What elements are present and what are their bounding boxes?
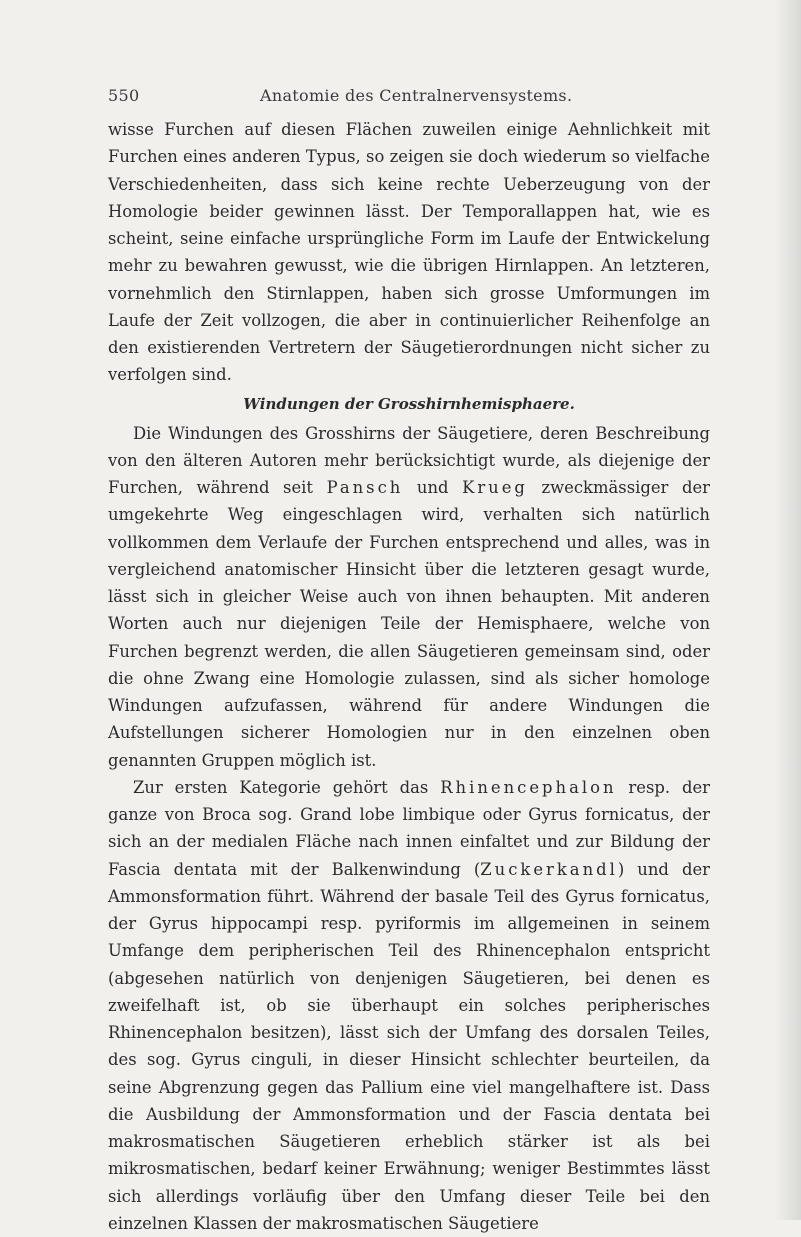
author-name-pansch: Pansch xyxy=(326,478,404,497)
paragraph-2 xyxy=(108,420,710,774)
paragraph-2-part-a: Die Windungen des Grosshirns der Säugetiere, deren Beschreibung von den älteren Autoren mehr berücksichtigt wurde, als diejenige der Furchen, während seit xyxy=(108,423,710,497)
paragraph-3-part-b: resp. der ganze von Broca sog. Grand lobe limbique oder Gyrus fornicatus, der sich an der medialen Fläche nach innen einfaltet und zur Bildung der Fascia dentata mit der Balkenwindung ( xyxy=(108,777,710,879)
author-name-krueg: Krueg xyxy=(462,478,528,497)
page-number: 550 xyxy=(108,86,140,105)
page-edge-shadow xyxy=(775,0,801,1220)
term-rhinencephalon: Rhinencephalon xyxy=(440,777,617,797)
running-title: Anatomie des Centralnervensystems. xyxy=(260,86,573,105)
paragraph-3-part-a: Zur ersten Kategorie gehört das xyxy=(133,777,441,797)
author-name-zuckerkandl: Zuckerkandl xyxy=(480,859,618,879)
body-text xyxy=(108,116,710,1237)
paragraph-2-part-c: zweckmässiger der umgekehrte Weg eingeschlagen wird, verhalten sich natürlich vollkommen dem Verlaufe der Furchen entsprechend und alles, was in vergleichend anatomischer Hinsicht über die letzteren gesagt wurde, lässt sich in gleicher Weise auch von ihnen behaupten. Mit anderen Worten auch nur diejenigen Teile der Hemisphaere, welche von Furchen begrenzt werden, die allen Säugetieren gemeinsam sind, oder die ohne Zwang eine Homologie zulassen, sind als sicher homologe Windungen aufzufassen, während für andere Windungen die Aufstellungen sicherer Homologien nur in den einzelnen oben genannten Gruppen möglich ist. xyxy=(108,478,710,770)
section-heading: Windungen der Grosshirnhemisphaere. xyxy=(243,394,575,413)
paragraph-3-part-c: ) und der Ammonsformation führt. Während der basale Teil des Gyrus fornicatus, der Gyrus hippocampi resp. pyriformis im allgemeinen in seinem Umfange dem peripherischen Teil des Rhinencephalon entspricht (abgesehen natürlich von denjenigen Säugetieren, bei denen es zweifelhaft ist, ob sie überhaupt ein solches peripherisches Rhinencephalon besitzen), lässt sich der Umfang des dorsalen Teiles, des sog. Gyrus cinguli, in dieser Hinsicht schlechter beurteilen, da seine Abgrenzung gegen das Pallium eine viel mangelhaftere ist. Dass die Ausbildung der Ammonsformation und der Fascia dentata bei makrosmatischen Säugetieren erheblich stärker ist als bei mikrosmatischen, bedarf keiner Erwähnung; weniger Bestimmtes lässt sich allerdings vorläufig über den Umfang dieser Teile bei den einzelnen Klassen der makrosmatischen Säugetiere xyxy=(108,859,710,1233)
paragraph-3 xyxy=(108,774,710,1237)
paragraph-1: wisse Furchen auf diesen Flächen zuweilen einige Aehnlichkeit mit Furchen eines anderen Typus, so zeigen sie doch wiederum so vielfache Verschiedenheiten, dass sich keine rechte Ueberzeugung von der Homologie beider gewinnen lässt. Der Temporallappen hat, wie es scheint, seine einfache ursprüngliche Form im Laufe der Entwickelung mehr zu bewahren gewusst, wie die übrigen Hirnlappen. An letzteren, vornehmlich den Stirnlappen, haben sich grosse Umformungen im Laufe der Zeit vollzogen, die aber in continuierlicher Reihenfolge an den existierenden Vertretern der Säugetierordnungen nicht sicher zu verfolgen sind. xyxy=(108,120,710,385)
paragraph-2-part-b: und xyxy=(403,478,463,497)
